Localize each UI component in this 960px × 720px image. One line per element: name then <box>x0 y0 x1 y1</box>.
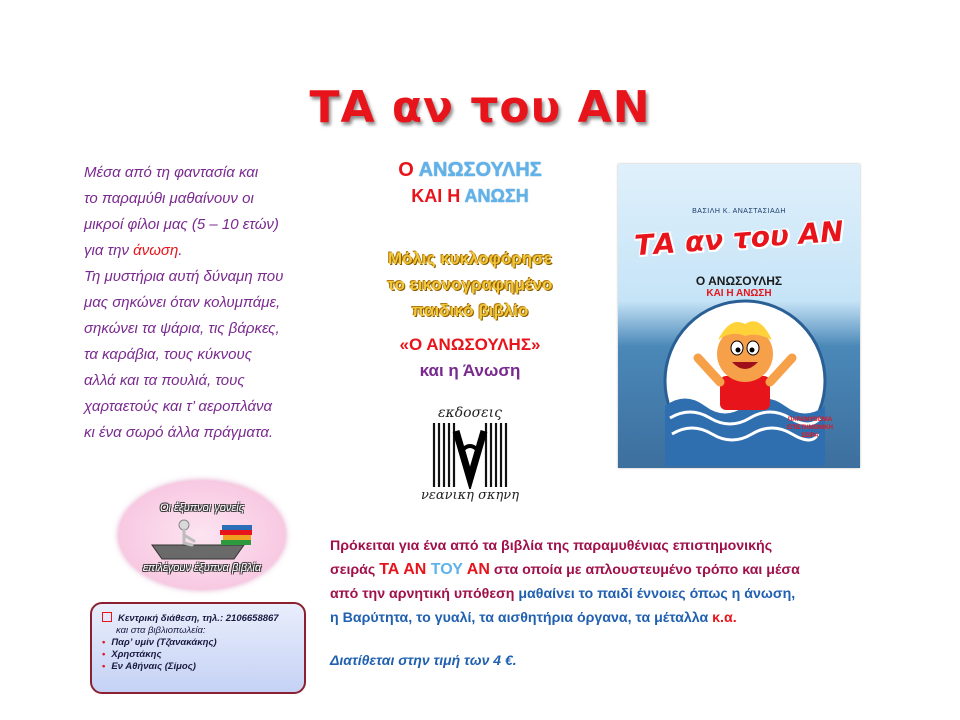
store-name: Χρηστάκης <box>111 649 162 660</box>
book-illustration-icon <box>660 296 830 466</box>
promo-line: το εικονογραφημένο <box>387 275 553 294</box>
intro-line: σηκώνει τα ψάρια, τις βάρκες, <box>84 320 280 337</box>
intro-line: μας σηκώνει όταν κολυμπάμε, <box>84 294 281 311</box>
promo-text <box>352 246 588 324</box>
description-line <box>330 606 890 630</box>
description-line: Πρόκειται για ένα από τα βιβλία της παραμυθένιας επιστημονικής <box>330 538 773 554</box>
intro-text-segment: για την <box>84 242 134 259</box>
subtitle-red: ΚΑΙ Η <box>411 186 461 206</box>
square-bullet-icon <box>102 612 112 622</box>
publisher-logo-icon <box>430 421 510 489</box>
publisher-label-bottom: νεανικη σκηνη <box>421 488 519 503</box>
description-segment: από την αρνητική υπόθεση <box>330 586 519 602</box>
store-name: Εν Αθήναις (Σίμος) <box>111 661 196 672</box>
description-segment: σειράς <box>330 562 380 578</box>
series-part: ΤΟΥ <box>430 561 467 578</box>
store-item <box>102 649 296 661</box>
publisher-label-top: εκδοσεις <box>438 405 502 421</box>
book-author: ΒΑΣΙΛΗ Κ. ΑΝΑΣΤΑΣΙΑΔΗ <box>692 208 786 215</box>
intro-line: κι ένα σωρό άλλα πράγματα. <box>84 424 274 441</box>
intro-line: αλλά και τα πουλιά, τους <box>84 372 245 389</box>
availability-main <box>102 612 296 625</box>
availability-box <box>90 602 306 694</box>
book-series-line: ΠΑΡΑΜΥΘΕΝΙΑ <box>787 417 833 423</box>
store-name: Παρ’ υμίν (Τζανακάκης) <box>111 637 217 648</box>
subtitle-line-1 <box>352 158 588 182</box>
description-segment: κ.α. <box>712 610 737 626</box>
page-title: ΤΑ αν του ΑΝ <box>309 82 651 133</box>
book-subtitle-1: Ο ΑΝΩΣΟΥΛΗΣ <box>695 274 783 288</box>
slogan-top: Οι έξυπνοι γονείς <box>159 502 245 514</box>
intro-line: χαρταετούς και τ’ αεροπλάνα <box>84 398 273 415</box>
series-part: ΑΝ <box>466 561 490 578</box>
store-item <box>102 661 296 673</box>
description-line <box>330 582 890 606</box>
store-item <box>102 637 296 649</box>
subtitle-red: Ο <box>398 159 414 181</box>
intro-line: Τη μυστήρια αυτή δύναμη που <box>84 268 284 285</box>
description-segment: στα οποία με απλουστευμένο τρόπο και μέσα <box>489 562 800 578</box>
series-part: ΤΑ ΑΝ <box>379 561 431 578</box>
book-series-line: ΣΕΙΡΑ <box>801 433 819 439</box>
slogan-bottom: επιλέγουν έξυπνα βιβλία <box>142 562 262 574</box>
intro-line <box>84 238 344 264</box>
availability-main-text: Κεντρική διάθεση, τηλ.: 2106658867 <box>118 613 279 624</box>
intro-line: μικροί φίλοι μας (5 – 10 ετών) <box>84 216 279 233</box>
bullet-icon: • <box>102 649 106 660</box>
intro-text <box>84 160 344 446</box>
description-segment: η Βαρύτητα, το γυαλί, τα αισθητήρια όργανα, τα μέταλλα <box>330 610 713 626</box>
intro-line: Μέσα από τη φαντασία και <box>84 164 259 181</box>
intro-text-segment: . <box>178 242 183 259</box>
description-segment: μαθαίνει το παιδί έννοιες όπως η άνωση, <box>518 586 796 602</box>
highlight-word: άνωση <box>133 242 179 259</box>
subtitle-line-2 <box>352 184 588 208</box>
book-cover <box>618 164 860 468</box>
description <box>330 534 890 630</box>
book-series-label <box>770 416 850 440</box>
promo-book-subtitle: και η Άνωση <box>419 361 521 380</box>
boat-with-books-icon <box>148 515 258 565</box>
description-line <box>330 558 890 582</box>
book-subtitle-2: ΚΑΙ Η ΑΝΩΣΗ <box>706 288 772 299</box>
promo-line: παιδικό βιβλίο <box>411 301 529 320</box>
promo-line: Μόλις κυκλοφόρησε <box>388 249 552 268</box>
bullet-icon: • <box>102 661 106 672</box>
book-title: ΤΑ αν του ΑΝ <box>633 214 845 263</box>
subtitle-blue: ΑΝΩΣΟΥΛΗΣ <box>418 159 542 181</box>
availability-sub: και στα βιβλιοπωλεία: <box>116 625 206 636</box>
book-series-line: ΕΠΙΣΤΗΜΟΝΙΚΗ <box>787 425 833 431</box>
price-text: Διατίθεται στην τιμή των 4 €. <box>330 652 517 668</box>
subtitle-blue: ΑΝΩΣΗ <box>464 186 529 206</box>
intro-line: το παραμύθι μαθαίνουν οι <box>84 190 254 207</box>
series-name <box>379 561 490 578</box>
intro-line: τα καράβια, τους κύκνους <box>84 346 253 363</box>
promo-book-name: «Ο ΑΝΩΣΟΥΛΗΣ» <box>399 335 541 354</box>
bullet-icon: • <box>102 637 106 648</box>
